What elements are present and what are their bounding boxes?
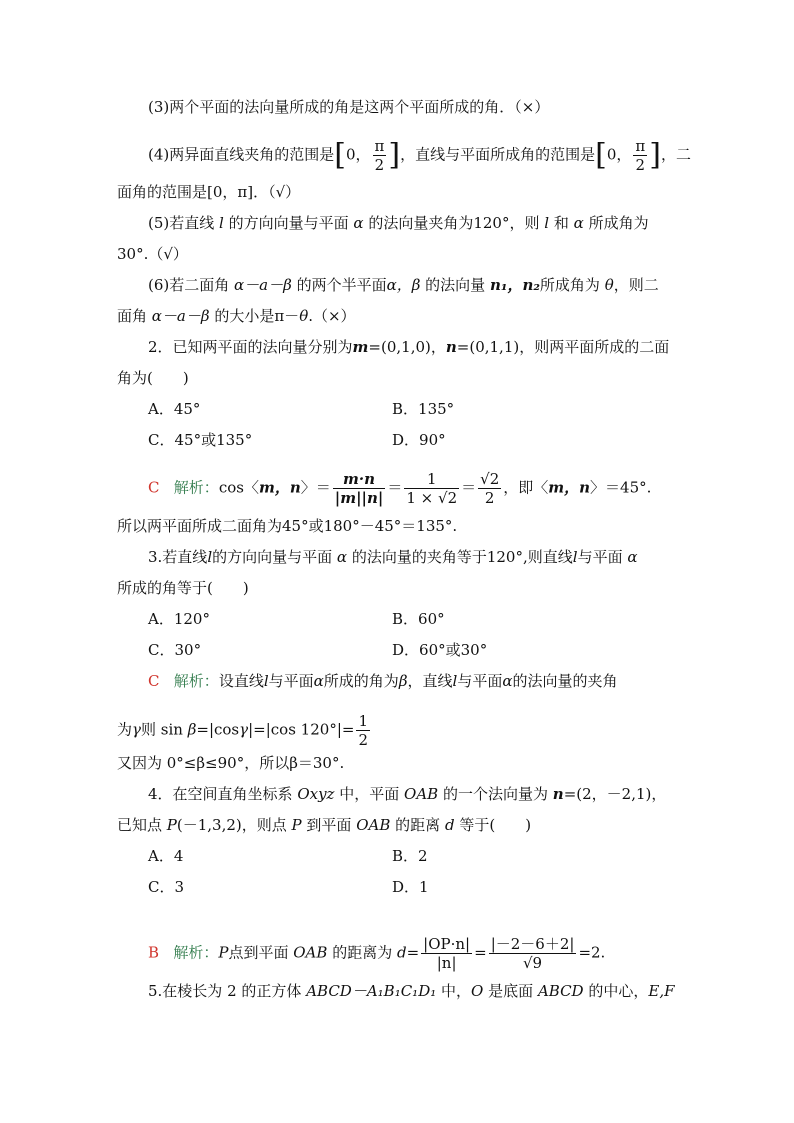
q4-answer: B — [148, 943, 160, 962]
q2-stem: 2．已知两平面的法向量分别为m=(0,1,0)，n=(0,1,1)，则两平面所成的二面 — [148, 338, 670, 356]
q3-option-d: D．60°或30° — [392, 641, 488, 659]
q4-stem: 4．在空间直角坐标系 Oxyz 中，平面 OAB 的一个法向量为 n=(2，－2,1)， — [148, 785, 667, 803]
q3-solution-cont-2: 又因为 0°≤β≤90°，所以β＝30°. — [117, 754, 345, 772]
q3-option-a: A．120° — [148, 610, 210, 628]
q2-option-a: A．45° — [148, 400, 201, 418]
q3-solution: C 解析：设直线l与平面α所成的角为β，直线l与平面α的法向量的夹角 — [148, 672, 618, 690]
q5-stem: 5.在棱长为 2 的正方体 ABCD－A₁B₁C₁D₁ 中，O 是底面 ABCD 的中心，E,F — [148, 982, 675, 1000]
q4-solution-label: 解析： — [173, 943, 219, 962]
q-prev-item-4-cont: 面角的范围是[0，π]．（√） — [117, 183, 301, 201]
q2-fraction-1: $\frac{m\cdot n}{|m||n|}$ — [334, 470, 384, 507]
q-prev-item-6-cont: 面角 α－a－β 的大小是π－θ.（×） — [117, 307, 356, 325]
q4-option-a: A．4 — [148, 847, 184, 865]
q-prev-item-3: (3)两个平面的法向量所成的角是这两个平面所成的角．（×） — [148, 98, 550, 116]
q2-solution-cont: 所以两平面所成二面角为45°或180°－45°＝135°. — [117, 517, 458, 535]
q2-option-d: D．90° — [392, 431, 446, 449]
pi-over-2-fraction: $\frac{\pi}{2}$ — [374, 137, 385, 174]
q4-option-d: D．1 — [392, 878, 429, 896]
q2-solution-label: 解析： — [173, 478, 219, 497]
q3-stem: 3.若直线l的方向向量与平面 α 的法向量的夹角等于120°,则直线l与平面 α — [148, 548, 638, 566]
q4-option-b: B．2 — [392, 847, 428, 865]
q2-answer: C — [148, 478, 160, 497]
q2-option-b: B．135° — [392, 400, 455, 418]
q2-fraction-2: $\frac{1}{1 \times √2}$ — [406, 470, 458, 507]
q3-stem-cont: 所成的角等于( ) — [117, 579, 249, 597]
q3-solution-label: 解析： — [173, 672, 219, 690]
q-prev-item-5: (5)若直线 l 的方向向量与平面 α 的法向量夹角为120°，则 l 和 α 所成角为 — [148, 214, 649, 232]
q-prev-item-6: (6)若二面角 α－a－β 的两个半平面α，β 的法向量 n₁，n₂所成角为 θ，则二 — [148, 276, 659, 294]
q3-answer: C — [148, 672, 160, 690]
q2-stem-cont: 角为( ) — [117, 369, 189, 387]
q2-solution: C 解析：cos〈m，n〉＝ $\frac{m\cdot n}{|m||n|}$ ＝ $\frac{1}{1 \times √2}$ ＝ $\frac{√2}{2}$ ，即〈m，n〉＝45°. — [148, 470, 652, 507]
q-prev-item-4: (4)两异面直线夹角的范围是[0， $\frac{\pi}{2}$ ]，直线与平面所成角的范围是[0， $\frac{\pi}{2}$ ]，二 — [148, 137, 691, 174]
q4-fraction-1: $\frac{|OP\cdot n|}{|n|}$ — [423, 935, 471, 972]
q2-fraction-3: $\frac{√2}{2}$ — [480, 470, 500, 507]
q2-option-c: C．45°或135° — [148, 431, 253, 449]
q3-solution-cont: 为γ则 sin β=|cosγ|=|cos 120°|= $\frac{1}{2}$ — [117, 712, 368, 749]
q3-option-b: B．60° — [392, 610, 445, 628]
q4-option-c: C．3 — [148, 878, 185, 896]
q4-solution: B 解析：P点到平面 OAB 的距离为 d= $\frac{|OP\cdot n|}{|n|}$ = $\frac{|-2-6+2|}{√9}$ =2. — [148, 935, 606, 972]
q4-stem-cont: 已知点 P(－1,3,2)，则点 P 到平面 OAB 的距离 d 等于( ) — [117, 816, 532, 834]
q-prev-item-5-cont: 30°.（√） — [117, 245, 188, 263]
q3-option-c: C．30° — [148, 641, 202, 659]
pi-over-2-fraction: $\frac{\pi}{2}$ — [635, 137, 646, 174]
q3-fraction: $\frac{1}{2}$ — [358, 712, 368, 749]
q4-fraction-2: $\frac{|-2-6+2|}{√9}$ — [490, 935, 575, 972]
